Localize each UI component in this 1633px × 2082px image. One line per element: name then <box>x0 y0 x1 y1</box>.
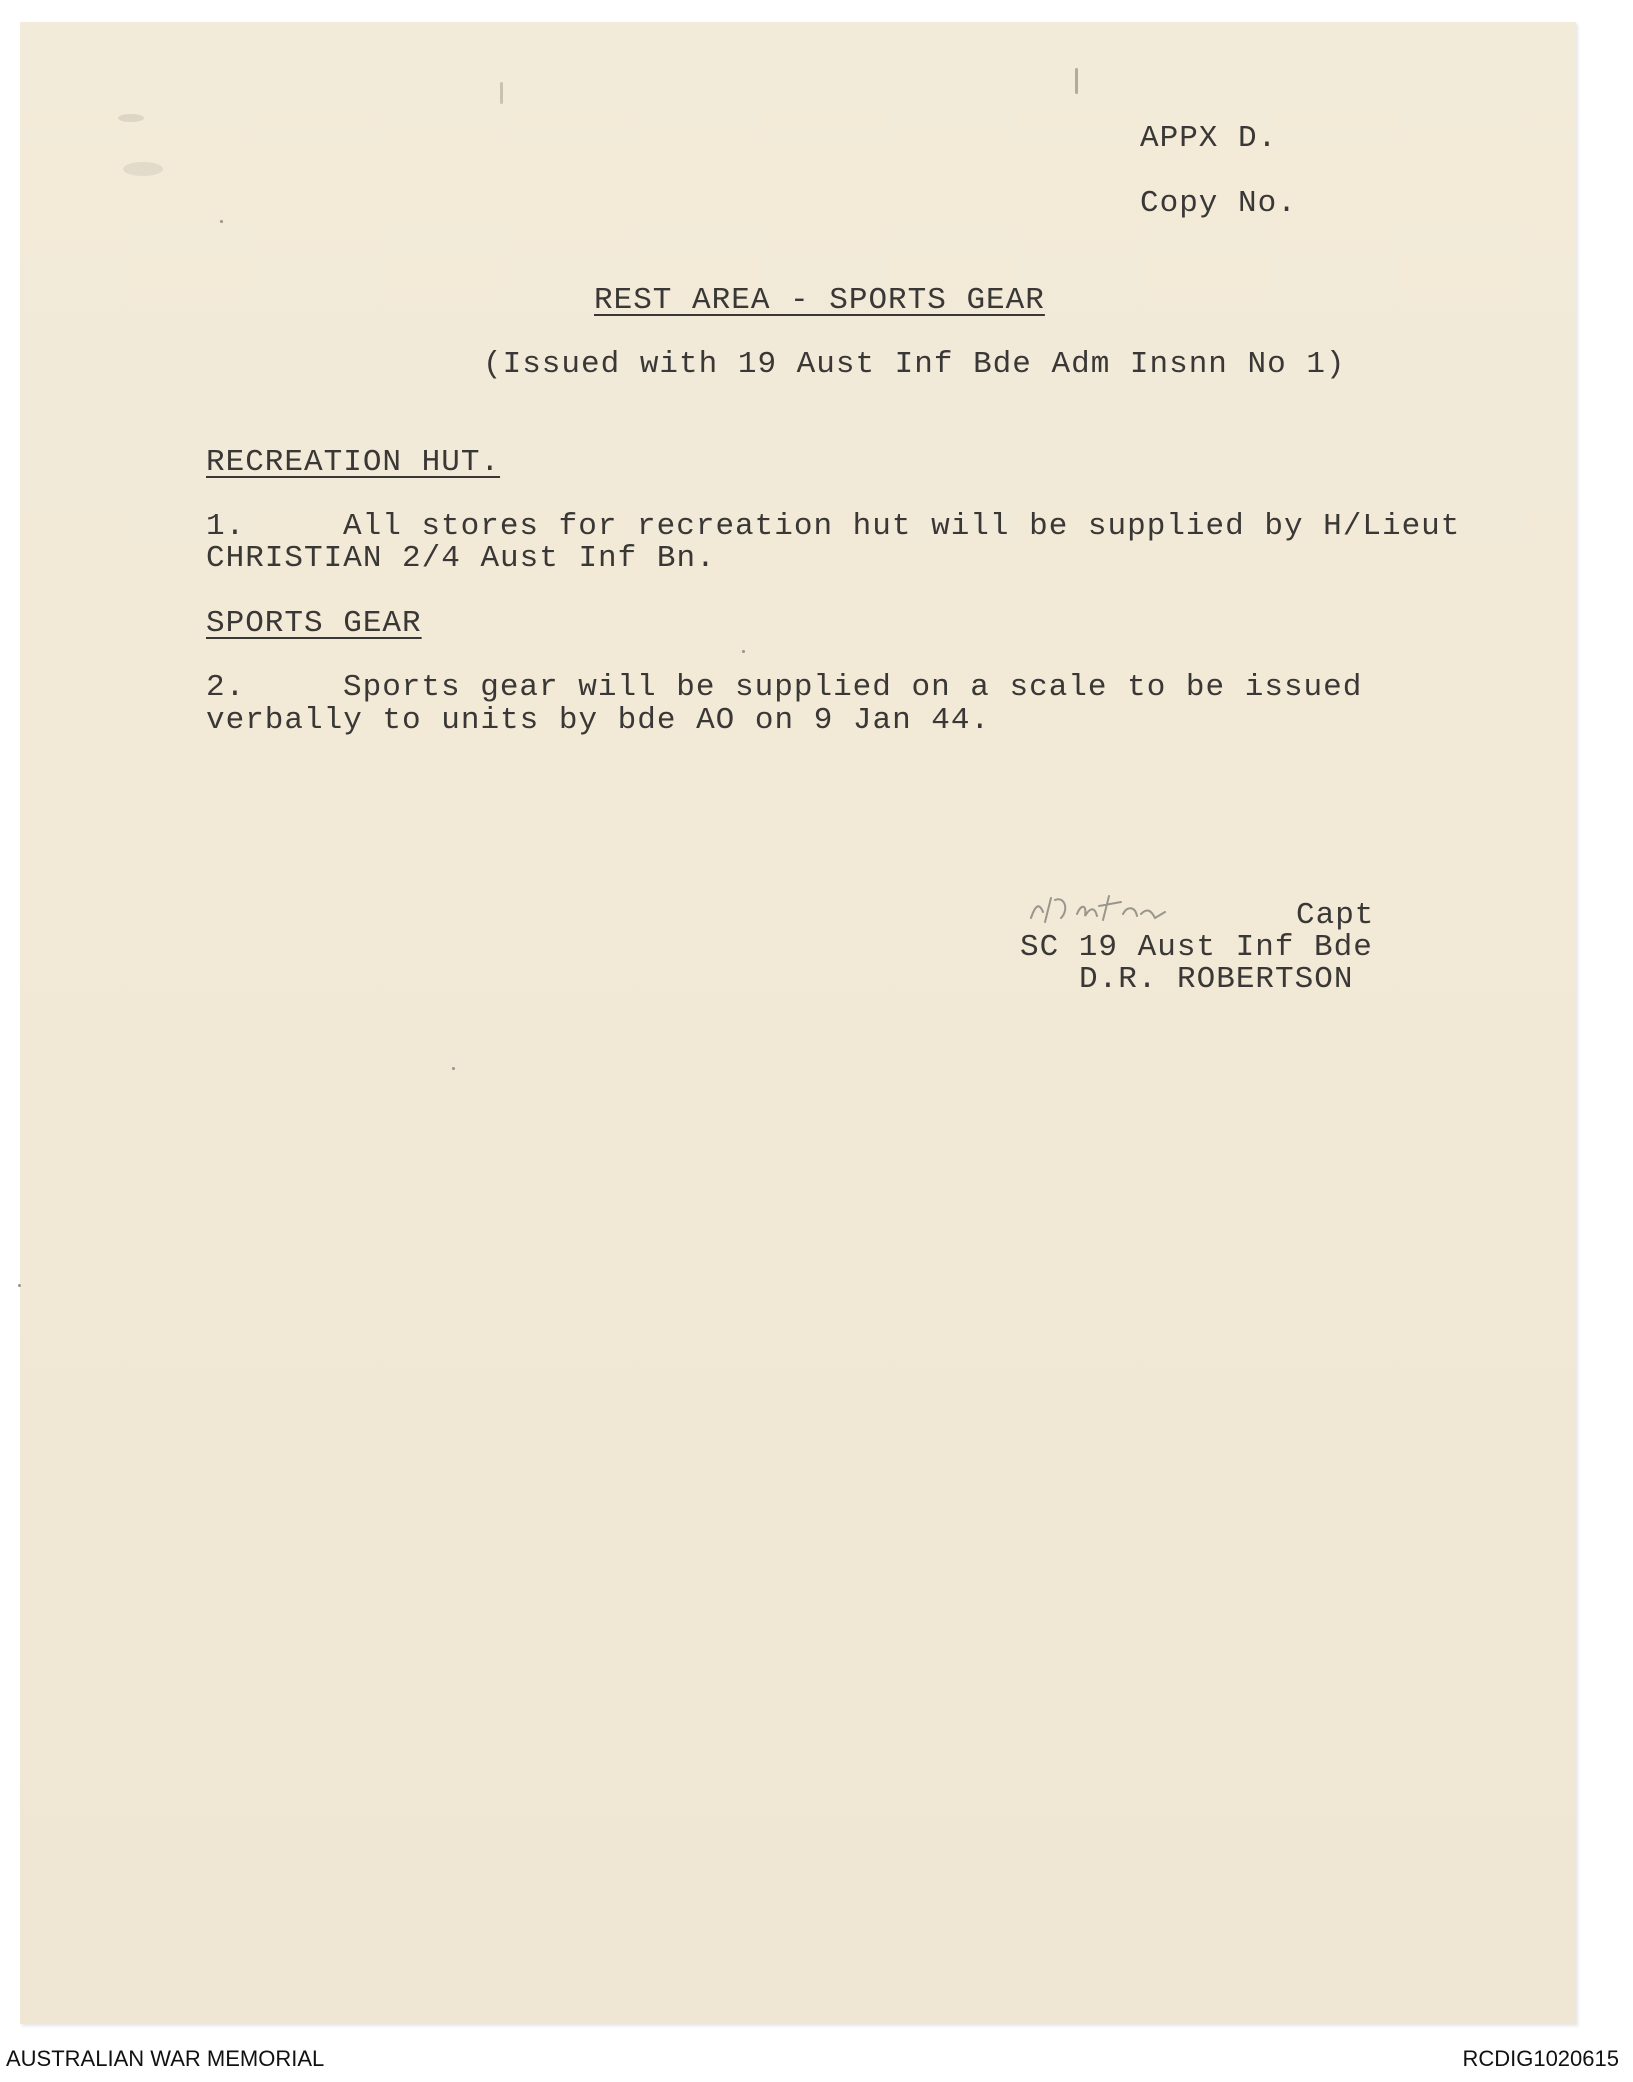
section-heading-sports-gear: SPORTS GEAR <box>206 606 422 641</box>
paragraph-number: 2. <box>206 670 246 705</box>
appendix-label: APPX D. <box>1140 121 1278 156</box>
paragraph-text-line: All stores for recreation hut will be supplied by H/Lieut <box>343 509 1461 544</box>
copy-number-label: Copy No. <box>1140 186 1297 221</box>
archive-footer-left: AUSTRALIAN WAR MEMORIAL <box>6 2046 325 2071</box>
handwritten-signature <box>1025 888 1275 930</box>
paper-mark <box>118 114 144 122</box>
paper-mark <box>123 162 163 176</box>
paper-mark <box>18 1284 21 1287</box>
document-subtitle: (Issued with 19 Aust Inf Bde Adm Insnn No 1) <box>483 347 1346 382</box>
paper-mark <box>1075 68 1078 94</box>
signatory-rank: Capt <box>1296 898 1375 933</box>
paragraph-number: 1. <box>206 509 246 544</box>
document-title: REST AREA - SPORTS GEAR <box>594 283 1045 318</box>
signatory-unit: SC 19 Aust Inf Bde <box>1020 930 1373 965</box>
signatory-name: D.R. ROBERTSON <box>1079 962 1354 997</box>
archive-footer-right: RCDIG1020615 <box>1462 2046 1619 2071</box>
paper-mark <box>742 650 745 653</box>
paper-mark <box>220 220 223 223</box>
section-heading-recreation-hut: RECREATION HUT. <box>206 445 501 480</box>
paper-mark <box>452 1067 455 1070</box>
paragraph-text-line: CHRISTIAN 2/4 Aust Inf Bn. <box>206 541 716 576</box>
paper-mark <box>500 82 503 104</box>
paragraph-text-line: Sports gear will be supplied on a scale to be issued <box>343 670 1363 705</box>
document-page <box>20 22 1576 2024</box>
paragraph-text-line: verbally to units by bde AO on 9 Jan 44. <box>206 703 991 738</box>
